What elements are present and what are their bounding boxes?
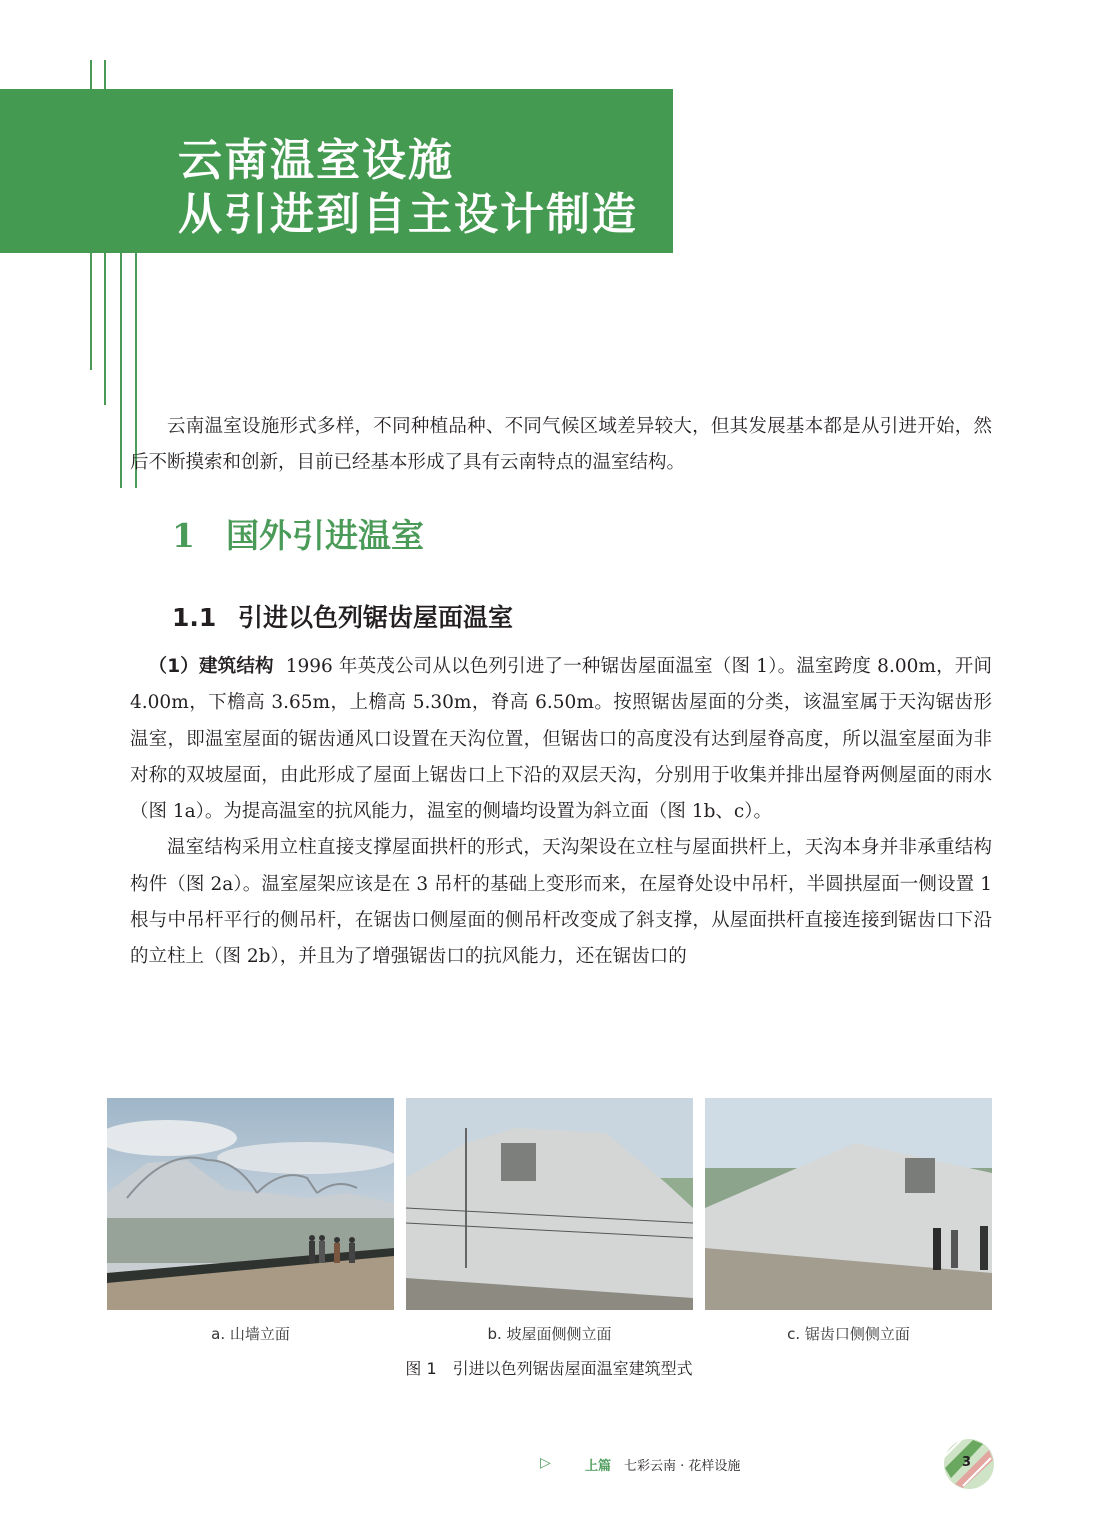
figure-caption-a: a. 山墙立面 <box>211 1325 290 1343</box>
paragraph-text: 1996 年英茂公司从以色列引进了一种锯齿屋面温室（图 1）。温室跨度 8.00m，开间 4.00m，下檐高 3.65m，上檐高 5.30m，脊高 6.50m。按照锯齿屋面的分类，该温室属于天沟锯齿形温室，即温室屋面的锯齿通风口设置在天沟位置，但锯齿口的高度没有达到屋脊高度，所以温室屋面为非对称的双坡屋面，由此形成了屋面上锯齿口上下沿的双层天沟，分别用于收集并排出屋脊两侧屋面的雨水（图 1a）。为提高温室的抗风能力，温室的侧墙均设置为斜立面（图 1b、c）。 <box>130 656 992 823</box>
stripe-line <box>1010 0 1098 560</box>
page-number: 3 <box>962 1455 972 1470</box>
body-paragraphs <box>130 649 992 976</box>
figure-caption-b: b. 坡屋面侧侧立面 <box>487 1325 612 1343</box>
footer-arrow-icon: ▷ <box>540 1455 551 1471</box>
photo-sawtooth-side <box>705 1098 992 1310</box>
page-title-line-1: 云南温室设施 <box>178 135 454 186</box>
footer-part: 上篇 <box>585 1459 612 1474</box>
inline-heading: （1）建筑结构 <box>148 656 274 677</box>
paragraph-frame: 温室结构采用立柱直接支撑屋面拱杆的形式，天沟架设在立柱与屋面拱杆上，天沟本身并非承重结构构件（图 2a）。温室屋架应该是在 3 吊杆的基础上变形而来，在屋脊处设中吊杆，半圆拱屋面一侧设置 1 根与中吊杆平行的侧吊杆，在锯齿口侧屋面的侧吊杆改变成了斜支撑，从屋面拱杆直接连接到锯齿口下沿的立柱上（图 2b），并且为了增强锯齿口的抗风能力，还在锯齿口的 <box>130 837 992 968</box>
figure-caption-c: c. 锯齿口侧侧立面 <box>787 1325 910 1343</box>
stripe-line <box>1048 0 1098 560</box>
page-title-line-2: 从引进到自主设计制造 <box>178 189 638 240</box>
photo-gable-elevation <box>107 1098 394 1310</box>
intro-text: 云南温室设施形式多样，不同种植品种、不同气候区域差异较大，但其发展基本都是从引进开始，然后不断摸索和创新，目前已经基本形成了具有云南特点的温室结构。 <box>130 416 992 474</box>
photo-sloped-roof-side <box>406 1098 693 1310</box>
intro-paragraph <box>130 409 992 482</box>
subsection-number: 1.1 <box>172 603 217 632</box>
section-heading <box>172 510 424 557</box>
figure-title: 图 1 引进以色列锯齿屋面温室建筑型式 <box>405 1359 693 1378</box>
section-title: 国外引进温室 <box>226 516 424 555</box>
paragraph-structure <box>130 649 992 830</box>
subsection-heading <box>172 598 513 634</box>
section-number: 1 <box>172 516 195 555</box>
subsection-title: 引进以色列锯齿屋面温室 <box>238 603 514 632</box>
footer-title: 七彩云南 · 花样设施 <box>624 1459 741 1474</box>
